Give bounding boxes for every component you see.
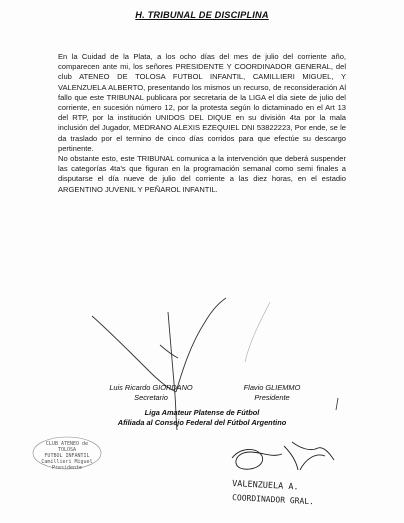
document-title: H. TRIBUNAL DE DISCIPLINA: [135, 10, 269, 20]
club-stamp: [36, 441, 98, 471]
stamp-line-3: Camillieri Miguel: [41, 459, 93, 465]
league-name: Liga Amateur Platense de Fútbol: [144, 408, 260, 417]
president-name: Flavio GLIEMMO: [243, 383, 301, 392]
federation-name: Afiliada al Consejo Federal del Fútbol Argentino: [117, 418, 287, 427]
handwritten-line-1: VALENZUELA A.: [231, 479, 299, 493]
handwritten-line-2: COORDINADOR GRAL.: [231, 493, 315, 507]
secretary-role: Secretario: [134, 392, 168, 402]
paragraph-2: No obstante esto, este TRIBUNAL comunica a la intervención que deberá suspender las categorías 4ta's que figuran en la programación semanal como semi finales a disputarse el día nueve de julio del corriente a las diez horas, en el estadio ARGENTINO JUVENIL Y PEÑAROL INFANTIL.: [58, 154, 346, 194]
paragraph-1: En la Cuidad de la Plata, a los ocho días del mes de julio del corriente año, comparecen ante mi, los señores PRESIDENTE Y COORDINADOR GENERAL, del club ATENEO DE TOLOSA FUTBOL INFANTIL, CAMILLIERI MIGUEL, Y VALENZUELA ALBERTO, presentando los mismos un recurso, de reconsideración Al fallo que este TRIBUNAL publicara por secretaria de la LIGA el día siete de julio del corriente, en sucesión número 12, por la protesta según lo dictaminado en el Art 13 del RTP, por la institución UNIDOS DEL DIQUE en su división 4ta por la mala inclusión del Jugador, MEDRANO ALEXIS EZEQUIEL DNI 53822223, Por ende, se le da traslado por el termino de cinco días corridos para que efectúe su descargo pertinente.: [58, 52, 346, 153]
secretary-name: Luis Ricardo GIORDANO: [109, 383, 193, 392]
president-role: Presidente: [254, 392, 290, 402]
president-signature-block: [222, 383, 322, 402]
secretary-signature-block: [96, 383, 206, 402]
stamp-line-4: Presidente: [51, 465, 83, 471]
stamp-line-2: FUTBOL INFANTIL: [44, 453, 90, 459]
stamp-line-1: CLUB ATENEO de TOLOSA: [45, 441, 89, 453]
